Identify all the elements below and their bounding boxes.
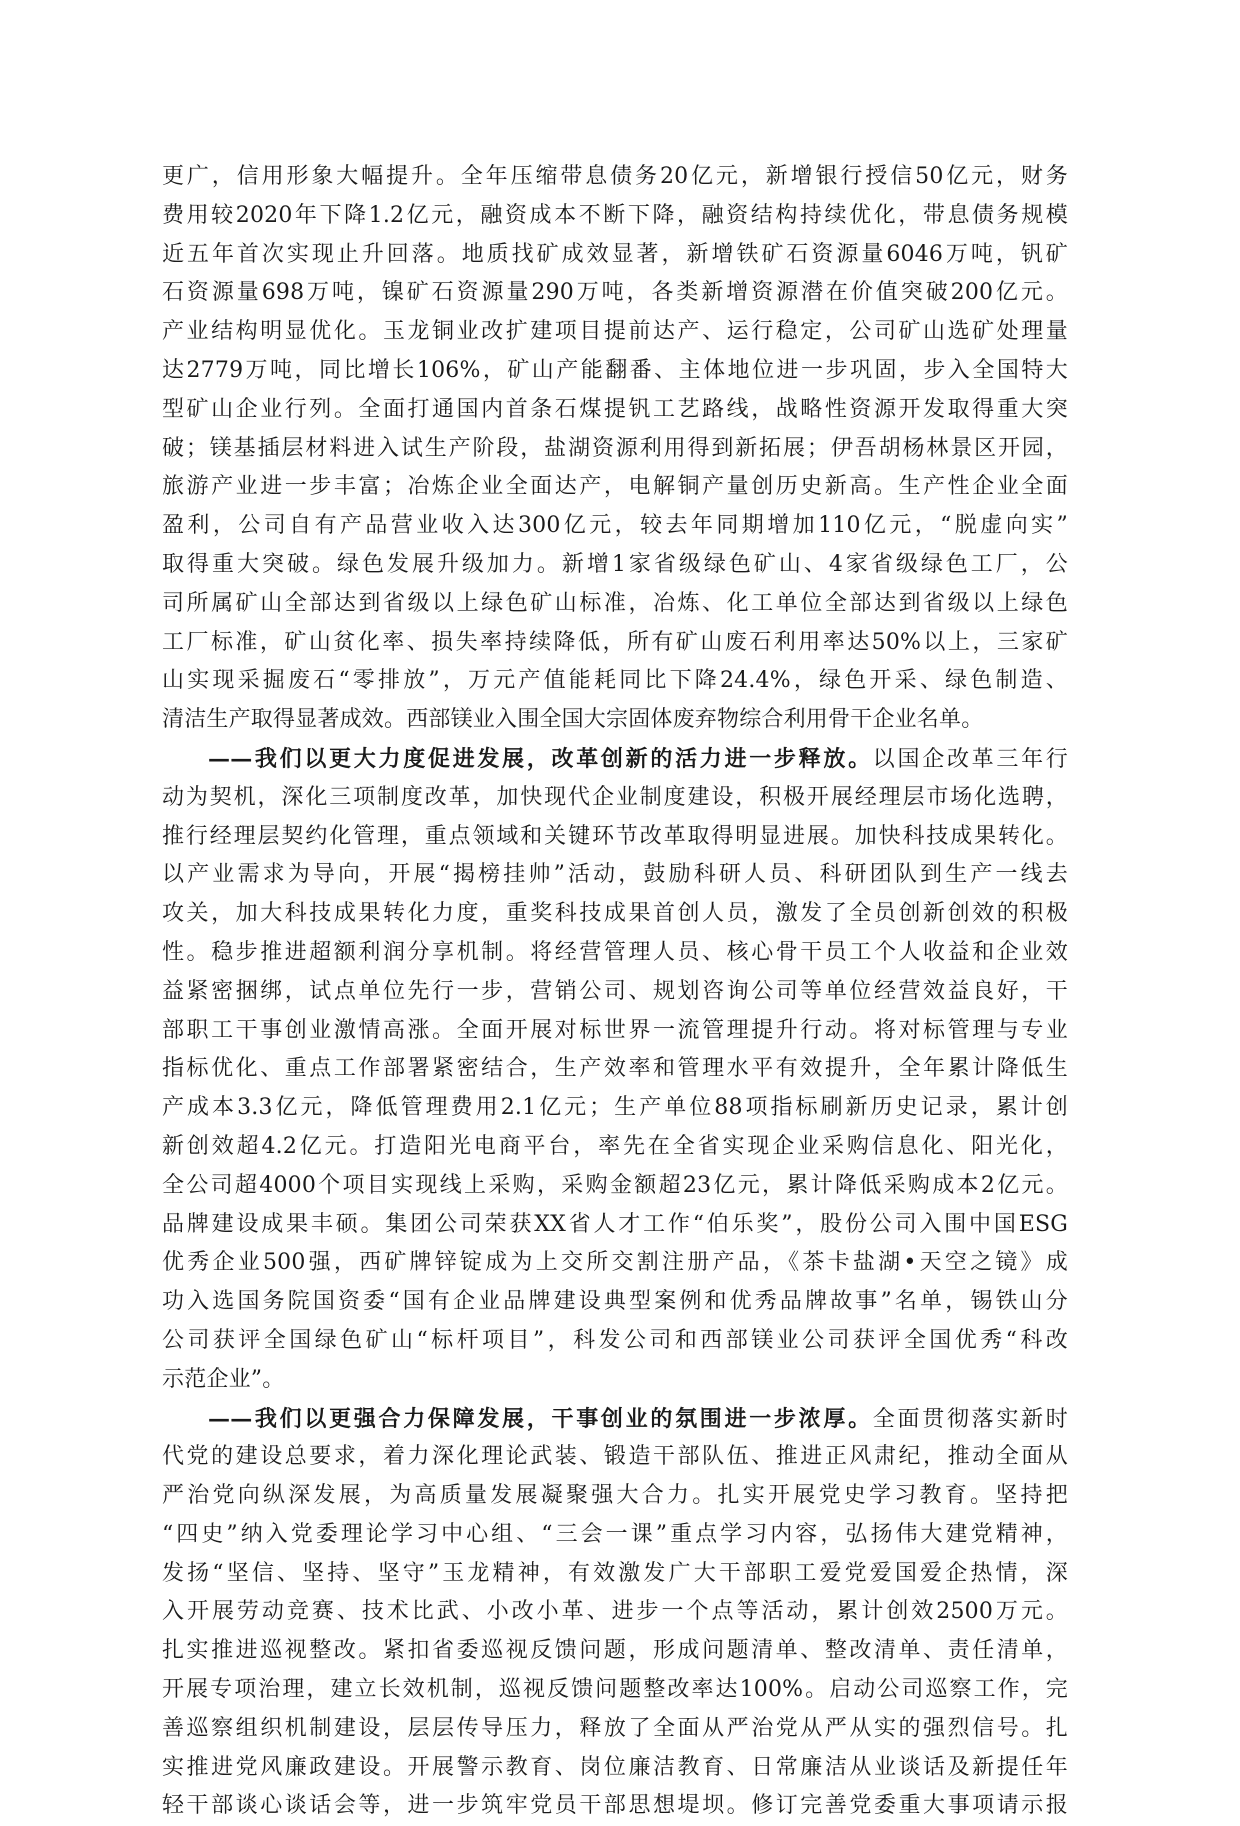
text-line: 扎实推进巡视整改。紧扣省委巡视反馈问题，形成问题清单、整改清单、责任清单， xyxy=(162,1632,1068,1671)
text-line xyxy=(162,740,1068,779)
text-line: 部职工干事创业激情高涨。全面开展对标世界一流管理提升行动。将对标管理与专业 xyxy=(162,1012,1068,1051)
text-line: 益紧密捆绑，试点单位先行一步，营销公司、规划咨询公司等单位经营效益良好，干 xyxy=(162,973,1068,1012)
text-line: 产成本3.3亿元，降低管理费用2.1亿元；生产单位88项指标刷新历史记录，累计创 xyxy=(162,1089,1068,1128)
text-line: 石资源量698万吨，镍矿石资源量290万吨，各类新增资源潜在价值突破200亿元。 xyxy=(162,274,1068,313)
text-line: 盈利，公司自有产品营业收入达300亿元，较去年同期增加110亿元，“脱虚向实” xyxy=(162,507,1068,546)
text-line: 开展专项治理，建立长效机制，巡视反馈问题整改率达100%。启动公司巡察工作，完 xyxy=(162,1671,1068,1710)
text-line: 示范企业”。 xyxy=(162,1361,1068,1400)
text-line: 代党的建设总要求，着力深化理论武装、锻造干部队伍、推进正风肃纪，推动全面从 xyxy=(162,1438,1068,1477)
text-line: 产业结构明显优化。玉龙铜业改扩建项目提前达产、运行稳定，公司矿山选矿处理量 xyxy=(162,313,1068,352)
text-line: 清洁生产取得显著成效。西部镁业入围全国大宗固体废弃物综合利用骨干企业名单。 xyxy=(162,701,1068,740)
text-line: 动为契机，深化三项制度改革，加快现代企业制度建设，积极开展经理层市场化选聘， xyxy=(162,779,1068,818)
text-line: 更广，信用形象大幅提升。全年压缩带息债务20亿元，新增银行授信50亿元，财务 xyxy=(162,158,1068,197)
paragraph-2 xyxy=(162,740,1068,1400)
text-line: 功入选国务院国资委“国有企业品牌建设典型案例和优秀品牌故事”名单，锡铁山分 xyxy=(162,1283,1068,1322)
text-line: 入开展劳动竞赛、技术比武、小改小革、进步一个点等活动，累计创效2500万元。 xyxy=(162,1593,1068,1632)
text-line: 推行经理层契约化管理，重点领域和关键环节改革取得明显进展。加快科技成果转化。 xyxy=(162,818,1068,857)
text-line: 品牌建设成果丰硕。集团公司荣获XX省人才工作“伯乐奖”，股份公司入围中国ESG xyxy=(162,1206,1068,1245)
paragraph-1 xyxy=(162,158,1068,740)
text-line: 山实现采掘废石“零排放”，万元产值能耗同比下降24.4%，绿色开采、绿色制造、 xyxy=(162,662,1068,701)
text-line: 发扬“坚信、坚持、坚守”玉龙精神，有效激发广大干部职工爱党爱国爱企热情，深 xyxy=(162,1555,1068,1594)
text-line: 取得重大突破。绿色发展升级加力。新增1家省级绿色矿山、4家省级绿色工厂，公 xyxy=(162,546,1068,585)
text-line: 司所属矿山全部达到省级以上绿色矿山标准，冶炼、化工单位全部达到省级以上绿色 xyxy=(162,585,1068,624)
text-line: 工厂标准，矿山贫化率、损失率持续降低，所有矿山废石利用率达50%以上，三家矿 xyxy=(162,624,1068,663)
text-line: 优秀企业500强，西矿牌锌锭成为上交所交割注册产品，《茶卡盐湖•天空之镜》成 xyxy=(162,1244,1068,1283)
text-line: 全公司超4000个项目实现线上采购，采购金额超23亿元，累计降低采购成本2亿元。 xyxy=(162,1167,1068,1206)
text-line: 近五年首次实现止升回落。地质找矿成效显著，新增铁矿石资源量6046万吨，钒矿 xyxy=(162,236,1068,275)
text-line: 性。稳步推进超额利润分享机制。将经营管理人员、核心骨干员工个人收益和企业效 xyxy=(162,934,1068,973)
paragraph-heading: ——我们以更大力度促进发展，改革创新的活力进一步释放。 xyxy=(208,746,873,772)
document-page xyxy=(162,158,1068,1826)
text-line: 严治党向纵深发展，为高质量发展凝聚强大合力。扎实开展党史学习教育。坚持把 xyxy=(162,1477,1068,1516)
text-run: 全面贯彻落实新时 xyxy=(873,1407,1068,1432)
text-line: 攻关，加大科技成果转化力度，重奖科技成果首创人员，激发了全员创新创效的积极 xyxy=(162,895,1068,934)
paragraph-3 xyxy=(162,1400,1068,1826)
text-line: 型矿山企业行列。全面打通国内首条石煤提钒工艺路线，战略性资源开发取得重大突 xyxy=(162,391,1068,430)
paragraph-heading: ——我们以更强合力保障发展，干事创业的氛围进一步浓厚。 xyxy=(208,1406,873,1432)
text-line: 费用较2020年下降1.2亿元，融资成本不断下降，融资结构持续优化，带息债务规模 xyxy=(162,197,1068,236)
text-run: 以国企改革三年行 xyxy=(873,747,1068,772)
text-line: 旅游产业进一步丰富；冶炼企业全面达产，电解铜产量创历史新高。生产性企业全面 xyxy=(162,468,1068,507)
text-line: 破；镁基插层材料进入试生产阶段，盐湖资源利用得到新拓展；伊吾胡杨林景区开园， xyxy=(162,430,1068,469)
text-line: 达2779万吨，同比增长106%，矿山产能翻番、主体地位进一步巩固，步入全国特大 xyxy=(162,352,1068,391)
text-line xyxy=(162,1400,1068,1439)
text-line: “四史”纳入党委理论学习中心组、“三会一课”重点学习内容，弘扬伟大建党精神， xyxy=(162,1516,1068,1555)
text-line: 善巡察组织机制建设，层层传导压力，释放了全面从严治党从严从实的强烈信号。扎 xyxy=(162,1710,1068,1749)
text-line: 实推进党风廉政建设。开展警示教育、岗位廉洁教育、日常廉洁从业谈话及新提任年 xyxy=(162,1749,1068,1788)
text-line: 轻干部谈心谈话会等，进一步筑牢党员干部思想堤坝。修订完善党委重大事项请示报 xyxy=(162,1787,1068,1826)
text-line: 新创效超4.2亿元。打造阳光电商平台，率先在全省实现企业采购信息化、阳光化， xyxy=(162,1128,1068,1167)
text-line: 指标优化、重点工作部署紧密结合，生产效率和管理水平有效提升，全年累计降低生 xyxy=(162,1050,1068,1089)
text-line: 公司获评全国绿色矿山“标杆项目”，科发公司和西部镁业公司获评全国优秀“科改 xyxy=(162,1322,1068,1361)
text-line: 以产业需求为导向，开展“揭榜挂帅”活动，鼓励科研人员、科研团队到生产一线去 xyxy=(162,856,1068,895)
